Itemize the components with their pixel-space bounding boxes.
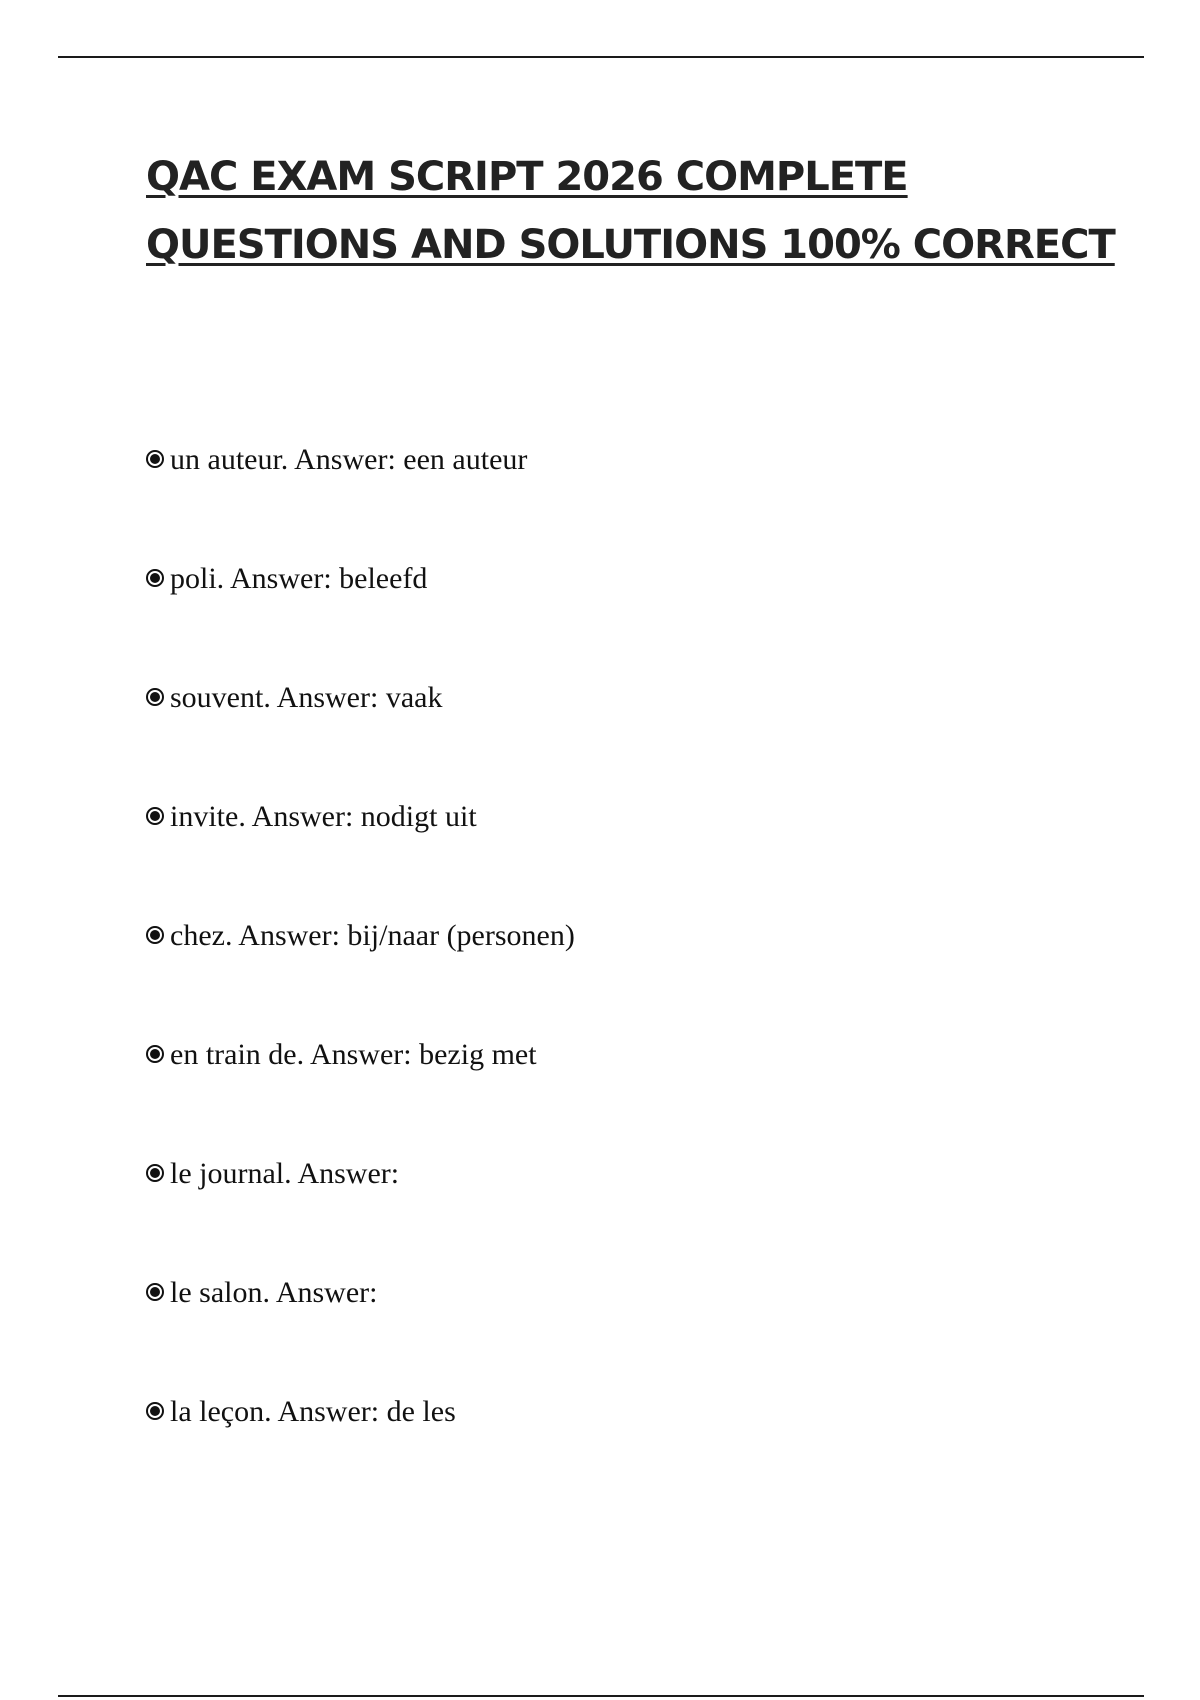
- list-item: [146, 1271, 575, 1390]
- list-item: [146, 795, 575, 914]
- title-line-1: QAC EXAM SCRIPT 2026 COMPLETE: [146, 154, 908, 200]
- radio-bullet-icon: [146, 1033, 170, 1077]
- qa-text: en train de. Answer: bezig met: [170, 1038, 537, 1071]
- qa-list: [146, 438, 575, 1509]
- radio-bullet-icon: [146, 1390, 170, 1434]
- list-item: [146, 914, 575, 1033]
- radio-bullet-icon: [146, 676, 170, 720]
- qa-text: souvent. Answer: vaak: [170, 681, 443, 714]
- bottom-divider: [58, 1695, 1144, 1697]
- list-item: [146, 1390, 575, 1509]
- top-divider: [58, 56, 1144, 58]
- qa-text: poli. Answer: beleefd: [170, 562, 428, 595]
- document-title: [146, 143, 1146, 279]
- qa-text: le salon. Answer:: [170, 1276, 378, 1309]
- list-item: [146, 676, 575, 795]
- list-item: [146, 1152, 575, 1271]
- radio-bullet-icon: [146, 1152, 170, 1196]
- radio-bullet-icon: [146, 557, 170, 601]
- qa-text: le journal. Answer:: [170, 1157, 400, 1190]
- list-item: [146, 1033, 575, 1152]
- list-item: [146, 557, 575, 676]
- radio-bullet-icon: [146, 795, 170, 839]
- radio-bullet-icon: [146, 438, 170, 482]
- list-item: [146, 438, 575, 557]
- radio-bullet-icon: [146, 914, 170, 958]
- qa-text: la leçon. Answer: de les: [170, 1395, 456, 1428]
- title-line-2: QUESTIONS AND SOLUTIONS 100% CORRECT: [146, 222, 1115, 268]
- qa-text: chez. Answer: bij/naar (personen): [170, 919, 575, 952]
- radio-bullet-icon: [146, 1271, 170, 1315]
- qa-text: invite. Answer: nodigt uit: [170, 800, 477, 833]
- qa-text: un auteur. Answer: een auteur: [170, 443, 528, 476]
